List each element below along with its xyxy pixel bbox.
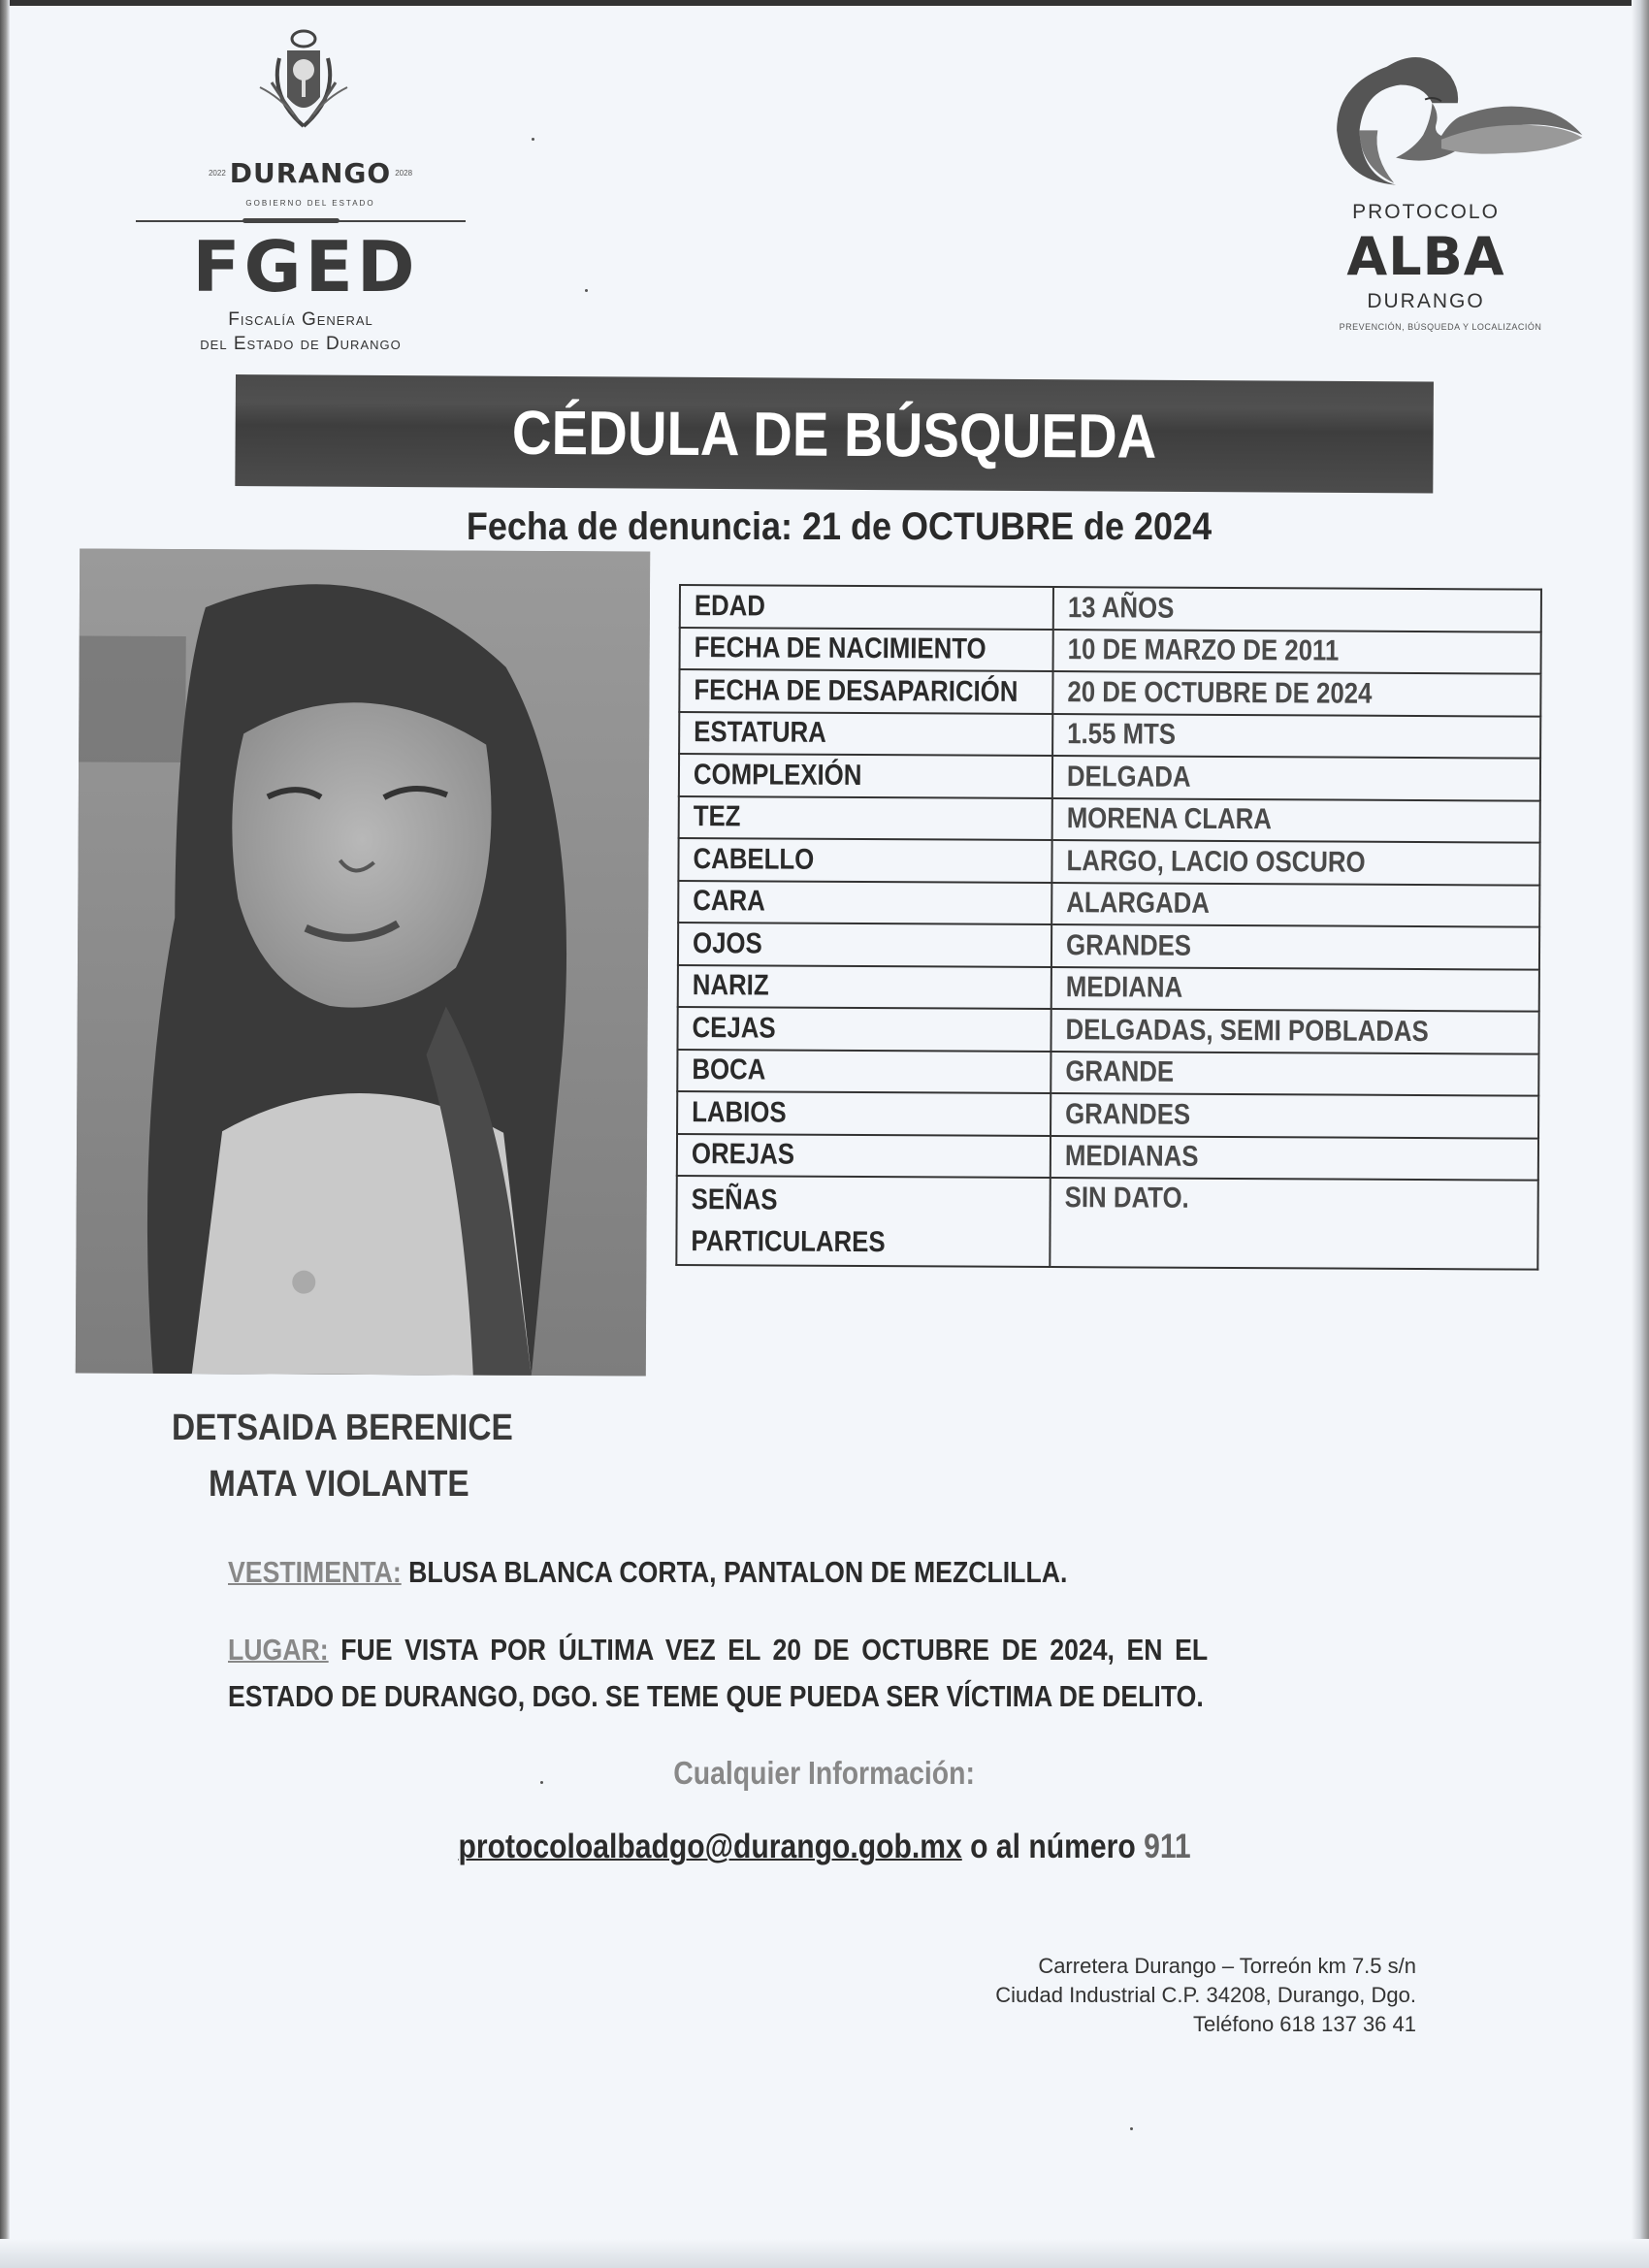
- year-right: 2028: [395, 169, 413, 178]
- details-value-text: 20 DE OCTUBRE DE 2024: [1067, 675, 1373, 710]
- details-value: [1051, 1093, 1538, 1138]
- office-address: [873, 1952, 1416, 2039]
- location-line2: ESTADO DE DURANGO, DGO. SE TEME QUE PUEDA SER VÍCTIMA DE DELITO.: [228, 1679, 1204, 1713]
- details-label-text: EDAD: [694, 589, 766, 623]
- person-name: [155, 1407, 640, 1513]
- scan-speck: [585, 289, 588, 292]
- details-row: [677, 1133, 1538, 1180]
- report-date: Fecha de denuncia: 21 de OCTUBRE de 2024: [466, 505, 1212, 548]
- details-row: [678, 923, 1539, 969]
- details-row: [679, 712, 1540, 759]
- details-label-text: OJOS: [692, 926, 762, 960]
- fged-acronym: FGED: [192, 226, 419, 308]
- details-label: [677, 1133, 1051, 1178]
- clothing-text: BLUSA BLANCA CORTA, PANTALON DE MEZCLILLA.: [408, 1555, 1068, 1589]
- address-phone: Teléfono 618 137 36 41: [1193, 2012, 1416, 2036]
- details-label-text: LABIOS: [692, 1095, 787, 1129]
- details-value: [1051, 883, 1539, 927]
- alba-tagline: PREVENCIÓN, BÚSQUEDA Y LOCALIZACIÓN: [1339, 322, 1542, 332]
- scan-speck: [532, 138, 534, 141]
- details-label: [677, 1049, 1051, 1093]
- details-value-text: DELGADA: [1066, 760, 1191, 794]
- durango-word: DURANGO: [229, 157, 392, 189]
- missing-person-photo: [76, 548, 650, 1376]
- details-row: [679, 796, 1540, 843]
- details-table: [675, 584, 1542, 1271]
- details-value-text: SIN DATO.: [1064, 1182, 1189, 1215]
- details-label: [679, 754, 1052, 798]
- details-row: [680, 585, 1541, 632]
- title-banner: [235, 374, 1434, 494]
- scan-edge-right: [1632, 0, 1649, 2268]
- details-row: [677, 1007, 1538, 1053]
- details-label: [679, 669, 1052, 714]
- details-label-text: FECHA DE NACIMIENTO: [694, 632, 986, 665]
- details-value-text: DELGADAS, SEMI POBLADAS: [1065, 1013, 1429, 1048]
- scan-edge-left: [0, 0, 10, 2268]
- woman-profile-hair-icon: [1314, 49, 1596, 194]
- details-value: [1051, 967, 1539, 1012]
- gobierno-del-estado: GOBIERNO DEL ESTADO: [245, 199, 375, 208]
- details-row: [678, 964, 1539, 1011]
- details-label: [679, 712, 1052, 757]
- details-row: [677, 1049, 1538, 1095]
- details-value: [1050, 1178, 1537, 1270]
- details-label: [678, 838, 1051, 883]
- details-row: [679, 669, 1540, 716]
- details-value: [1052, 671, 1540, 716]
- person-name-line1: DETSAIDA BERENICE: [172, 1408, 513, 1448]
- details-label: [677, 1091, 1051, 1136]
- details-value: [1053, 587, 1541, 632]
- alba-durango: DURANGO: [1367, 290, 1485, 312]
- location-line1: FUE VISTA POR ÚLTIMA VEZ EL 20 DE OCTUBRE DE 2024, EN EL: [340, 1633, 1209, 1667]
- details-label-text: CARA: [693, 885, 765, 918]
- details-label-text: CABELLO: [693, 842, 815, 876]
- address-line2: Ciudad Industrial C.P. 34208, Durango, Dgo.: [995, 1983, 1416, 2007]
- details-label: [677, 1007, 1051, 1052]
- details-label-text: TEZ: [693, 800, 741, 833]
- details-row: [676, 1176, 1537, 1270]
- details-value-text: MEDIANA: [1065, 971, 1183, 1004]
- durango-wordmark: [136, 157, 485, 190]
- scan-speck: [540, 1781, 543, 1784]
- fged-logo: [136, 29, 485, 354]
- alba-protocolo: PROTOCOLO: [1352, 201, 1500, 223]
- details-value-text: MEDIANAS: [1064, 1140, 1199, 1174]
- contact-label-text: Cualquier Información:: [673, 1755, 976, 1791]
- details-value: [1051, 924, 1539, 969]
- fged-divider: [136, 220, 466, 222]
- location-description: [228, 1632, 1431, 1715]
- year-left: 2022: [208, 169, 226, 178]
- alba-word: ALBA: [1346, 226, 1505, 287]
- details-label-text: SEÑAS: [691, 1183, 778, 1216]
- details-row: [678, 838, 1539, 885]
- details-label: [680, 585, 1053, 630]
- details-label: [676, 1176, 1050, 1267]
- page-title: CÉDULA DE BÚSQUEDA: [511, 397, 1157, 471]
- details-label: [678, 881, 1051, 925]
- details-label: [679, 796, 1052, 841]
- details-value-text: LARGO, LACIO OSCURO: [1066, 844, 1366, 879]
- details-value: [1051, 1052, 1538, 1096]
- fged-subtitle-line1: Fiscalía General: [228, 309, 373, 330]
- details-value: [1051, 840, 1539, 885]
- details-label: [680, 628, 1053, 672]
- contact-line: [291, 1826, 1358, 1868]
- fged-subtitle-line2: del Estado de Durango: [200, 334, 402, 354]
- clothing-description: [228, 1554, 1431, 1591]
- details-value: [1052, 798, 1540, 843]
- details-row: [680, 628, 1541, 674]
- details-label-text: OREJAS: [691, 1138, 795, 1171]
- details-label-text: BOCA: [692, 1053, 766, 1086]
- details-value: [1051, 1136, 1538, 1181]
- details-label-text: ESTATURA: [694, 716, 826, 750]
- details-label: [678, 964, 1051, 1009]
- details-value-text: 13 AÑOS: [1067, 591, 1175, 625]
- person-photo-icon: [76, 548, 650, 1376]
- details-label-text: CEJAS: [692, 1011, 776, 1045]
- details-value-text: GRANDE: [1065, 1055, 1175, 1088]
- details-value: [1052, 714, 1540, 759]
- details-label-text: PARTICULARES: [691, 1225, 886, 1259]
- protocolo-alba-logo: [1314, 49, 1596, 349]
- details-value-text: GRANDES: [1065, 928, 1192, 962]
- details-label: [678, 923, 1051, 967]
- details-label-text: COMPLEXIÓN: [693, 758, 862, 792]
- details-value: [1051, 1009, 1538, 1053]
- details-value: [1052, 756, 1540, 800]
- details-value-text: GRANDES: [1065, 1097, 1191, 1131]
- scan-edge-bottom: [0, 2239, 1649, 2268]
- address-line1: Carretera Durango – Torreón km 7.5 s/n: [1038, 1954, 1416, 1978]
- person-name-line2: MATA VIOLANTE: [209, 1464, 469, 1505]
- durango-crest-icon: [250, 29, 357, 136]
- details-row: [677, 1091, 1538, 1138]
- emergency-number: 911: [1144, 1828, 1191, 1865]
- details-label-text: NARIZ: [692, 969, 769, 1002]
- clothing-key: VESTIMENTA:: [228, 1555, 402, 1589]
- details-label-text: FECHA DE DESAPARICIÓN: [694, 673, 1018, 708]
- scan-edge-top: [0, 0, 1649, 6]
- contact-label: [388, 1754, 1261, 1793]
- details-value-text: 10 DE MARZO DE 2011: [1067, 633, 1340, 667]
- contact-email-link[interactable]: protocoloalbadgo@durango.gob.mx: [458, 1828, 962, 1865]
- location-key: LUGAR:: [228, 1633, 329, 1667]
- details-row: [679, 754, 1540, 800]
- details-value: [1053, 630, 1541, 674]
- details-value-text: MORENA CLARA: [1066, 802, 1272, 836]
- details-value-text: ALARGADA: [1066, 887, 1210, 921]
- details-value-text: 1.55 MTS: [1067, 718, 1177, 751]
- contact-connector: o al número: [970, 1828, 1136, 1865]
- scan-speck: [1130, 2127, 1133, 2130]
- details-row: [678, 881, 1539, 927]
